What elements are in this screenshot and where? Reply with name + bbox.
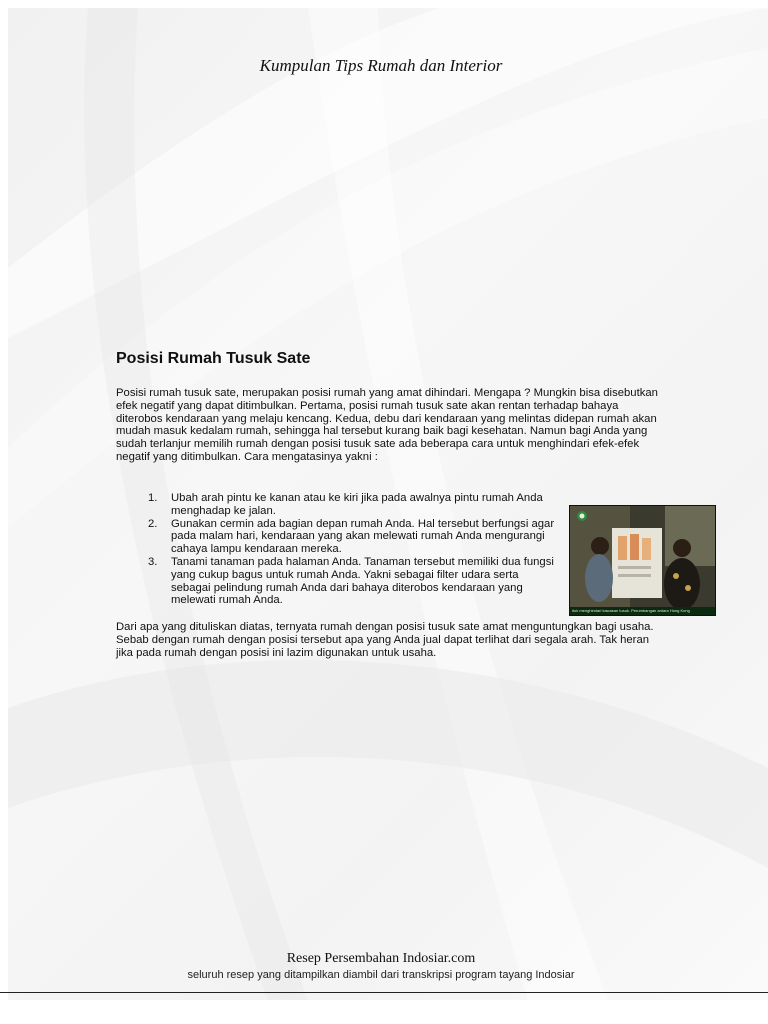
- tips-list: [116, 492, 556, 607]
- tv-still-photo: [569, 505, 716, 616]
- list-item-text: Tanami tanaman pada halaman Anda. Tanaman tersebut memiliki dua fungsi yang cukup bagus untuk rumah Anda. Yakni sebagai filter udara serta sebagai pelindung rumah Anda dari bahaya diterobos kendaraan yang melewati rumah Anda.: [171, 555, 554, 607]
- list-item-number: 2.: [148, 517, 158, 530]
- intro-paragraph: Posisi rumah tusuk sate, merupakan posisi rumah yang amat dihindari. Mengapa ? Mungkin bisa disebutkan efek negatif yang dapat ditimbulkan. Pertama, posisi rumah tusuk sate akan rentan terhadap bahaya diterobos kendaraan yang melaju kencang. Kedua, debu dari kendaraan yang melintas didepan rumah akan mudah masuk kedalam rumah, sehingga hal tersebut kurang baik bagi kesehatan. Namun bagi Anda yang sudah terlanjur memilih rumah dengan posisi tusuk sate ada beberapa cara untuk menghindari efek-efek negatif yang ditimbulkan. Cara mengatasinya yakni :: [116, 387, 658, 463]
- list-item-number: 3.: [148, 555, 158, 568]
- list-item-text: Ubah arah pintu ke kanan atau ke kiri jika pada awalnya pintu rumah Anda menghadap ke jalan.: [171, 492, 543, 517]
- list-item-text: Gunakan cermin ada bagian depan rumah Anda. Hal tersebut berfungsi agar pada malam hari, kendaraan yang akan melewati rumah Anda mengurangi cahaya lampu kendaraan mereka.: [171, 517, 555, 556]
- list-item: [116, 492, 556, 518]
- article-title: Posisi Rumah Tusuk Sate: [116, 350, 311, 367]
- list-item: [116, 556, 556, 607]
- footer-title: Resep Persembahan Indosiar.com: [286, 951, 476, 966]
- list-item-number: 1.: [148, 492, 158, 504]
- document-page: [8, 8, 768, 1000]
- closing-paragraph: Dari apa yang dituliskan diatas, ternyata rumah dengan posisi tusuk sate amat menguntungkan bagi usaha. Sebab dengan rumah dengan posisi tersebut apa yang Anda jual dapat terlihat dari segala arah. Tak heran jika pada rumah dengan posisi ini lazim digunakan untuk usaha.: [116, 621, 654, 659]
- list-item: [116, 518, 556, 556]
- footer-divider: [0, 992, 768, 993]
- footer-subtitle: seluruh resep yang ditampilkan diambil dari transkripsi program tayang Indosiar: [187, 969, 575, 981]
- header-title: Kumpulan Tips Rumah dan Interior: [259, 56, 503, 75]
- photo-caption-strip: ituk menghindari kawasan tusuk. Perumbangan antara Hong Kong: [570, 607, 716, 615]
- photo-illustration: [570, 506, 715, 615]
